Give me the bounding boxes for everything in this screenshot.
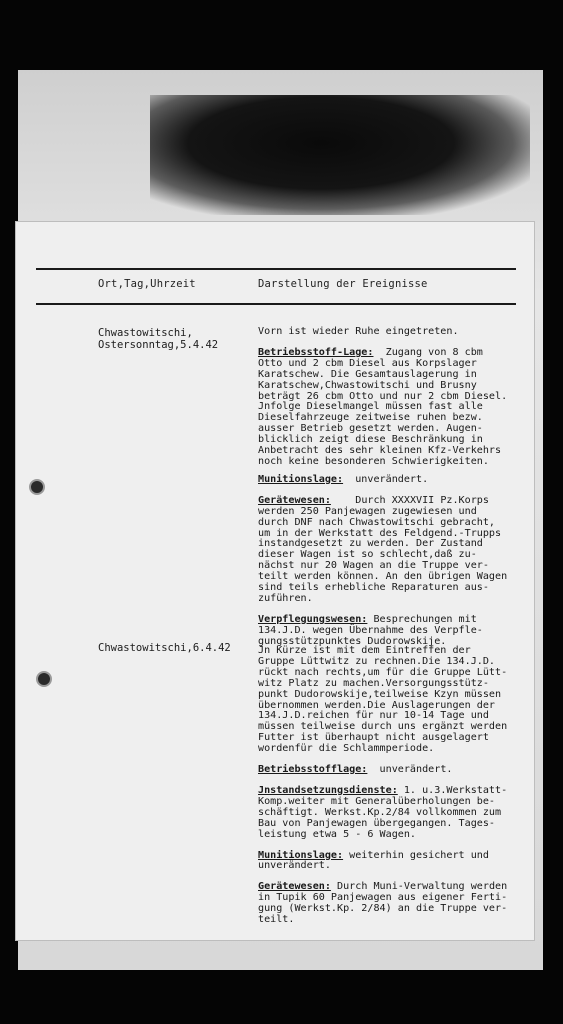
paragraph-text: Besprechungen mit 134.J.D. wegen Übernahme des Verpfle- gungsstützpunktes Dudorowskije. xyxy=(258,613,483,647)
event-paragraph xyxy=(258,646,520,755)
paragraph-heading: Betriebsstofflage: xyxy=(258,764,368,776)
paragraph-heading: Verpflegungswesen: xyxy=(258,613,368,625)
event-paragraph xyxy=(258,348,520,468)
paragraph-text: unverändert. xyxy=(367,764,453,776)
header-rule-top xyxy=(36,268,516,270)
event-paragraph xyxy=(258,882,520,926)
paragraph-text: unverändert. xyxy=(343,473,429,485)
paragraph-text: weiterhin gesichert und unverändert. xyxy=(258,849,489,872)
event-paragraph xyxy=(258,615,520,648)
paragraph-heading: Jnstandsetzungsdienste: xyxy=(258,784,398,796)
event-paragraph xyxy=(258,327,520,338)
event-paragraph xyxy=(258,765,520,776)
paragraph-text: Vorn ist wieder Ruhe eingetreten. xyxy=(258,326,459,337)
event-paragraph xyxy=(258,786,520,841)
punch-hole-upper xyxy=(29,479,45,495)
paragraph-text: Jn Kürze ist mit dem Eintreffen der Gruppe Lüttwitz zu rechnen.Die 134.J.D. rückt nach rechts,um für die Gruppe Lütt- witz Platz zu machen.Versorgungsstütz- punkt Dudorowskije,teilweise Kzyn müssen übernommen werden.Die Auslagerungen der 134.J.D.reichen für nur 10-14 Tage und müssen teilweise durch uns ergänzt werden Futter ist überhaupt nicht ausgelagert wordenfür die Schlammperiode. xyxy=(258,645,508,755)
paragraph-text: Zugang von 8 cbm Otto und 2 cbm Diesel aus Korpslager Karatschew. Die Gesamtauslagerung in Karatschew,Chwastowitschi und Brusny beträgt 26 cbm Otto und nur 2 cbm Diesel. Jnfolge Dieselmangel müssen fast alle Dieselfahrzeuge zeitweise ruhen bezw. ausser Betrieb gesetzt werden. Augen- blicklich zeigt diese Beschränkung in Anbetracht des sehr kleinen Kfz-Verkehrs noch keine besonderen Schwierigkeiten. xyxy=(258,346,508,467)
paragraph-heading: Munitionslage: xyxy=(258,849,344,861)
column-header-place-date: Ort,Tag,Uhrzeit xyxy=(98,278,196,290)
header-rule-bottom xyxy=(36,303,516,305)
entry-events xyxy=(258,646,520,933)
punch-hole-lower xyxy=(36,671,52,687)
event-paragraph xyxy=(258,475,520,486)
entry-place-date: Chwastowitschi,6.4.42 xyxy=(98,642,231,654)
paragraph-text: Durch XXXXVII Pz.Korps werden 250 Panjewagen zugewiesen und durch DNF nach Chwastowitschi gebracht, um in der Werkstatt des Feldgend.-Trupps instandgesetzt zu werden. Der Zustand dieser Wagen ist so schlecht,daß zu- nächst nur 20 Wagen an die Truppe ver- teilt werden können. An den übrigen Wagen sind teils erhebliche Reparaturen aus- zuführen. xyxy=(258,494,508,604)
paragraph-heading: Gerätewesen: xyxy=(258,881,331,893)
paragraph-heading: Betriebsstoff-Lage: xyxy=(258,346,374,358)
paragraph-text: 1. u.3.Werkstatt- Komp.weiter mit Generalüberholungen be- schäftigt. Werkst.Kp.2/84 vollkommen zum Bau von Panjewagen übergegangen. Tages- leistung etwa 5 - 6 Wagen. xyxy=(258,784,508,840)
paragraph-heading: Munitionslage: xyxy=(258,473,344,485)
page-shadow-stain xyxy=(150,95,530,215)
paragraph-text: Durch Muni-Verwaltung werden in Tupik 60 Panjewagen aus eigener Ferti- gung (Werkst.Kp. 2/84) an die Truppe ver- teilt. xyxy=(258,881,508,926)
column-header-events: Darstellung der Ereignisse xyxy=(258,278,428,290)
entry-events xyxy=(258,327,520,655)
entry-place-date: Chwastowitschi, Ostersonntag,5.4.42 xyxy=(98,327,219,351)
paragraph-heading: Gerätewesen: xyxy=(258,494,331,506)
event-paragraph xyxy=(258,496,520,605)
event-paragraph xyxy=(258,851,520,873)
